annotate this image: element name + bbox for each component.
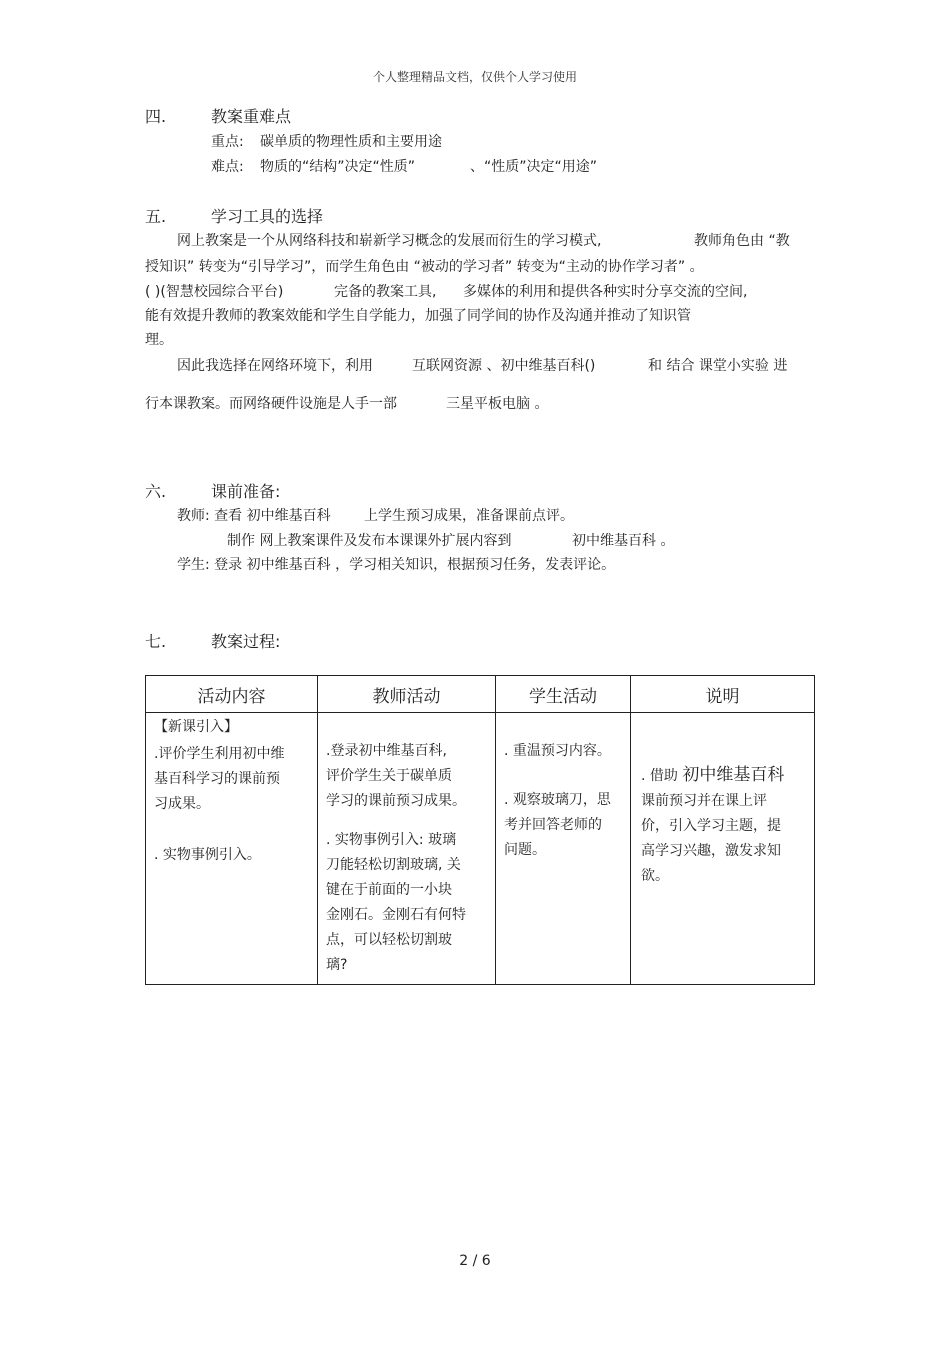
tools-para1-line3b: 完备的教案工具, (334, 284, 437, 300)
teacher-line: 点，可以轻松切割玻 (326, 932, 452, 948)
table-header-notes: 说明 (631, 676, 815, 713)
tools-para2-line1c: 和 结合 课堂小实验 进 (648, 358, 788, 374)
tools-para2-line2b: 三星平板电脑 。 (446, 396, 549, 412)
key-point-label: 重点: (211, 134, 244, 150)
section-7-title: 教案过程: (211, 632, 281, 651)
notes-line: 欲。 (641, 868, 669, 884)
lesson-process-table (145, 675, 815, 985)
section-4-number: 四. (145, 107, 167, 126)
table-cell-student (496, 713, 631, 985)
table-cell-notes (631, 713, 815, 985)
page-number: 2 / 6 (459, 1253, 491, 1269)
prep-teacher-line2b: 初中维基百科 。 (572, 533, 675, 549)
tools-para2-line1a: 因此我选择在网络环境下，利用 (177, 358, 373, 374)
tools-para2-line1b: 互联网资源 、初中维基百科() (412, 358, 596, 374)
section-5-title: 学习工具的选择 (211, 207, 324, 226)
student-line: . 重温预习内容。 (504, 743, 611, 759)
notes-prefix: . 借助 (641, 768, 678, 784)
table-header-student: 学生活动 (496, 676, 631, 713)
difficulty-text: 物质的“结构”决定“性质” (260, 159, 416, 175)
teacher-line: .登录初中维基百科, (326, 743, 447, 759)
tools-para1-line5: 理。 (145, 332, 173, 348)
tools-para1-line3c: 多媒体的利用和提供各种实时分享交流的空间, (463, 284, 748, 300)
activity-line: .评价学生利用初中维 (154, 746, 285, 762)
activity-tag: 【新课引入】 (154, 719, 238, 735)
notes-line: 高学习兴趣，激发求知 (641, 843, 781, 859)
teacher-line: 璃? (326, 957, 348, 973)
key-point-text: 碳单质的物理性质和主要用途 (260, 134, 442, 150)
prep-teacher-line1a: 教师: 查看 初中维基百科 (177, 508, 331, 524)
section-4-title: 教案重难点 (211, 107, 292, 126)
teacher-line: 刀能轻松切割玻璃, 关 (326, 857, 461, 873)
table-header-activity: 活动内容 (146, 676, 318, 713)
difficulty-label: 难点: (211, 159, 244, 175)
table-header-teacher: 教师活动 (318, 676, 496, 713)
difficulty-text-2: 、“性质”决定“用途” (470, 159, 598, 175)
tools-para2-line2a: 行本课教案。而网络硬件设施是人手一部 (145, 396, 397, 412)
teacher-line: 键在于前面的一小块 (326, 882, 452, 898)
tools-para1-line1a: 网上教案是一个从网络科技和崭新学习概念的发展而衍生的学习模式, (177, 233, 602, 249)
notes-line: 价，引入学习主题，提 (641, 818, 781, 834)
prep-teacher-line2a: 制作 网上教案课件及发布本课课外扩展内容到 (227, 533, 512, 549)
prep-student-line: 学生: 登录 初中维基百科 ，学习相关知识，根据预习任务，发表评论。 (177, 557, 616, 573)
activity-line: 习成果。 (154, 796, 210, 812)
notes-line: 课前预习并在课上评 (641, 793, 767, 809)
teacher-line: 金刚石。金刚石有何特 (326, 907, 466, 923)
table-cell-teacher (318, 713, 496, 985)
page-header: 个人整理精品文档，仅供个人学习使用 (372, 70, 577, 84)
tools-para1-line1b: 教师角色由 “教 (694, 233, 790, 249)
activity-line: 基百科学习的课前预 (154, 771, 280, 787)
section-6-number: 六. (145, 482, 167, 501)
section-5-number: 五. (145, 207, 167, 226)
teacher-line: . 实物事例引入: 玻璃 (326, 832, 457, 848)
section-6-title: 课前准备: (211, 482, 281, 501)
teacher-line: 学习的课前预习成果。 (326, 793, 466, 809)
activity-line: . 实物事例引入。 (154, 847, 261, 863)
teacher-line: 评价学生关于碳单质 (326, 768, 452, 784)
tools-para1-line4: 能有效提升教师的教案效能和学生自学能力，加强了同学间的协作及沟通并推动了知识管 (145, 308, 691, 324)
student-line: . 观察玻璃刀，思 (504, 792, 611, 808)
tools-para1-line3a: ( )(智慧校园综合平台) (145, 284, 284, 300)
student-line: 问题。 (504, 842, 546, 858)
tools-para1-line2: 授知识” 转变为“引导学习”，而学生角色由 “被动的学习者” 转变为“主动的协作学习者” 。 (145, 259, 704, 275)
notes-wiki-name: 初中维基百科 (682, 765, 785, 785)
table-cell-activity (146, 713, 318, 985)
section-7-number: 七. (145, 632, 167, 651)
student-line: 考并回答老师的 (504, 817, 602, 833)
notes-line (641, 763, 814, 789)
prep-teacher-line1b: 上学生预习成果，准备课前点评。 (364, 508, 574, 524)
